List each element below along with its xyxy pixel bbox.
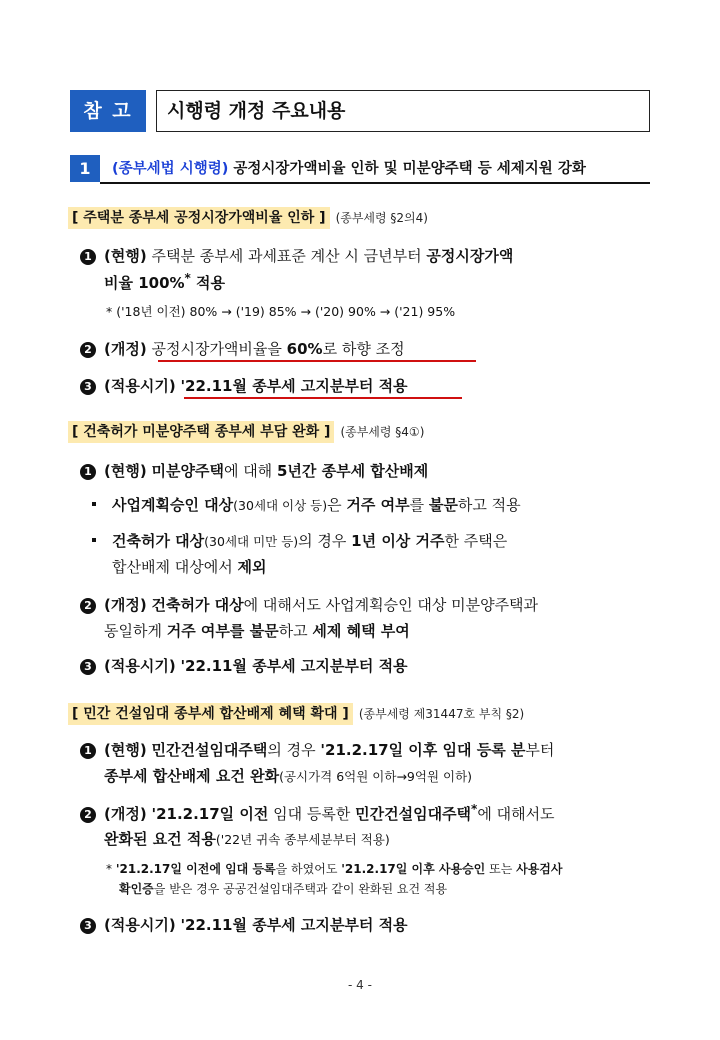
reference-header [70, 90, 650, 132]
reference-title-box [156, 90, 650, 132]
law-reference: (종부세령 §2의4) [335, 211, 428, 225]
footnote-continued: 확인증을 받은 경우 공공건설임대주택과 같이 완화된 요건 적용 [119, 882, 448, 896]
section-number: 1 [70, 155, 100, 182]
bullet-item-continued: 합산배제 대상에서 제외 [112, 558, 267, 576]
number-mark-icon: 1 [80, 249, 96, 265]
subsection-heading-3 [68, 703, 524, 723]
red-underline [184, 397, 462, 399]
item-effective-date: 3 (적용시기) '22.11월 종부세 고지분부터 적용 [80, 655, 408, 676]
number-mark-icon: 2 [80, 598, 96, 614]
law-reference: (종부세령 제31447호 부칙 §2) [358, 707, 525, 721]
item-revised: 2 (개정) 공정시장가액비율을 60%로 하향 조정 [80, 338, 405, 359]
section-title [112, 157, 586, 178]
reference-title: 시행령 개정 주요내용 [167, 100, 346, 122]
item-current: 1 (현행) 미분양주택에 대해 5년간 종부세 합산배제 [80, 460, 428, 481]
bullet-icon [92, 502, 96, 506]
number-mark-icon: 3 [80, 379, 96, 395]
number-mark-icon: 1 [80, 464, 96, 480]
reference-tag: 참 고 [70, 90, 146, 132]
subsection-heading-2 [68, 421, 424, 441]
section-title-rest: 공정시장가액비율 인하 및 미분양주택 등 세제지원 강화 [228, 161, 586, 177]
bullet-item: 사업계획승인 대상(30세대 이상 등)은 거주 여부를 불문하고 적용 [92, 494, 521, 515]
bullet-icon [92, 538, 96, 542]
section-heading [70, 155, 650, 183]
item-revised: 2 (개정) 건축허가 대상에 대해서도 사업계획승인 대상 미분양주택과 [80, 594, 538, 615]
footnote: * ('18년 이전) 80% → ('19) 85% → ('20) 90% → ('21) 95% [106, 304, 456, 319]
item-revised: 2 (개정) '21.2.17일 이전 임대 등록한 민간건설임대주택*에 대해서도 [80, 802, 555, 824]
item-effective-date: 3 (적용시기) '22.11월 종부세 고지분부터 적용 [80, 914, 408, 935]
red-underline [158, 360, 476, 362]
page-number: - 4 - [348, 978, 372, 992]
number-mark-icon: 3 [80, 659, 96, 675]
subsection-heading-1 [68, 207, 428, 227]
subsection-title: [ 민간 건설임대 종부세 합산배제 혜택 확대 ] [68, 703, 353, 725]
number-mark-icon: 2 [80, 342, 96, 358]
subsection-title: [ 주택분 종부세 공정시장가액비율 인하 ] [68, 207, 330, 229]
section-underline [100, 182, 650, 184]
footnote: * '21.2.17일 이전에 임대 등록을 하였어도 '21.2.17일 이후 사용승인 또는 사용검사 [106, 862, 563, 876]
number-mark-icon: 1 [80, 743, 96, 759]
law-reference: (종부세령 §4①) [340, 425, 425, 439]
section-title-prefix: (종부세법 시행령) [112, 161, 229, 177]
item-effective-date: 3 (적용시기) '22.11월 종부세 고지분부터 적용 [80, 375, 408, 396]
bullet-item: 건축허가 대상(30세대 미만 등)의 경우 1년 이상 거주한 주택은 [92, 530, 507, 551]
item-current-continued: 비율 100%* 적용 [104, 271, 226, 292]
item-revised-continued: 동일하게 거주 여부를 불문하고 세제 혜택 부여 [104, 622, 410, 640]
number-mark-icon: 3 [80, 918, 96, 934]
item-revised-continued: 완화된 요건 적용('22년 귀속 종부세분부터 적용) [104, 830, 390, 848]
item-current-continued: 종부세 합산배제 요건 완화(공시가격 6억원 이하→9억원 이하) [104, 767, 473, 785]
number-mark-icon: 2 [80, 807, 96, 823]
item-current: 1 (현행) 민간건설임대주택의 경우 '21.2.17일 이후 임대 등록 분부터 [80, 739, 554, 760]
subsection-title: [ 건축허가 미분양주택 종부세 부담 완화 ] [68, 421, 334, 443]
item-current: 1 (현행) 주택분 종부세 과세표준 계산 시 금년부터 공정시장가액 [80, 245, 513, 266]
